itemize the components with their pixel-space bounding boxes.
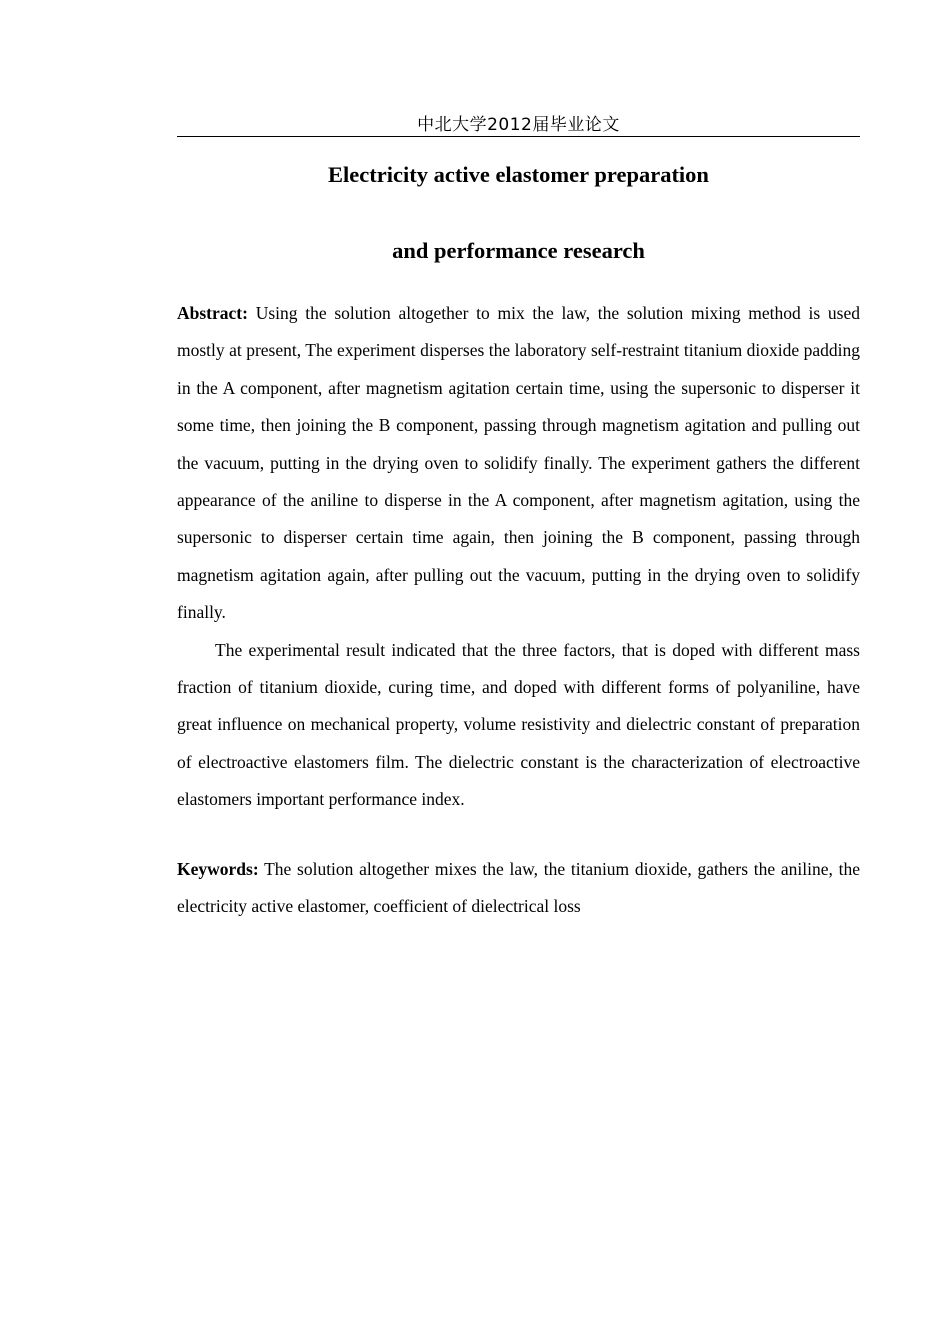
abstract-text-1: Using the solution altogether to mix the law, the solution mixing method is used mostly at present, The experiment disperses the laboratory self-restraint titanium dioxide padding in the A component, after magnetism agitation certain time, using the supersonic to disperser it some time, then joining the B component, passing through magnetism agitation and pulling out the vacuum, putting in the drying oven to solidify finally. The experiment gathers the different appearance of the aniline to disperse in the A component, after magnetism agitation, using the supersonic to disperser certain time again, then joining the B component, passing through magnetism agitation again, after pulling out the vacuum, putting in the drying oven to solidify finally.	[177, 303, 860, 623]
title-line-2: and performance research	[392, 238, 645, 263]
keywords-section	[177, 851, 860, 926]
abstract-label: Abstract:	[177, 303, 248, 323]
running-header: 中北大学2012届毕业论文	[417, 115, 620, 135]
abstract-paragraph-1	[177, 295, 860, 632]
abstract-section	[177, 295, 860, 819]
header-rule	[177, 136, 860, 137]
keywords-text: The solution altogether mixes the law, the titanium dioxide, gathers the aniline, the electricity active elastomer, coefficient of dielectrical loss	[177, 859, 860, 917]
title-line-1: Electricity active elastomer preparation	[328, 162, 709, 187]
abstract-paragraph-2: The experimental result indicated that the three factors, that is doped with different mass fraction of titanium dioxide, curing time, and doped with different forms of polyaniline, have great influence on mechanical property, volume resistivity and dielectric constant of preparation of electroactive elastomers film. The dielectric constant is the characterization of electroactive elastomers important performance index.	[177, 639, 860, 810]
keywords-label: Keywords:	[177, 859, 259, 879]
